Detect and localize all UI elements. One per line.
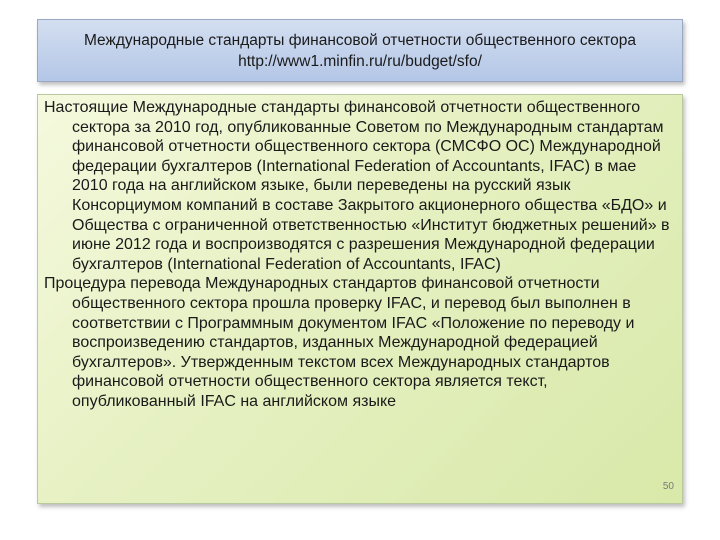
slide-title-url: http://www1.minfin.ru/ru/budget/sfo/ <box>238 53 482 70</box>
slide-title: Международные стандарты финансовой отчетности общественного сектора <box>83 32 637 49</box>
slide-content-box <box>37 94 683 504</box>
page-number: 50 <box>662 481 674 493</box>
paragraph-translation-procedure: Процедура перевода Международных стандартов финансовой отчетности общественного сектора прошла проверку IFAC, и перевод был выполнен в соответствии с Программным документом IFAC «Положение по переводу и воспроизведению стандартов, изданных Международной федерацией бухгалтеров». Утвержденным текстом всех Международных стандартов финансовой отчетности общественного сектора является текст, опубликованный IFAC на английском языке <box>44 275 635 410</box>
paragraph-translation-info: Настоящие Международные стандарты финансовой отчетности общественного сектора за 2010 год, опубликованные Советом по Международным стандартам финансовой отчетности общественного сектора (СМСФО ОС) Международной федерации бухгалтеров (International Federation of Accountants, IFAC) в мае 2010 года на английском языке, были переведены на русский язык Консорциумом компаний в составе Закрытого акционерного общества «БДО» и Общества с ограниченной ответственностью «Институт бюджетных решений» в июне 2012 года и воспроизводятся с разрешения Международной федерации бухгалтеров (International Federation of Accountants, IFAC) <box>44 99 670 273</box>
slide-title-box <box>37 19 683 82</box>
